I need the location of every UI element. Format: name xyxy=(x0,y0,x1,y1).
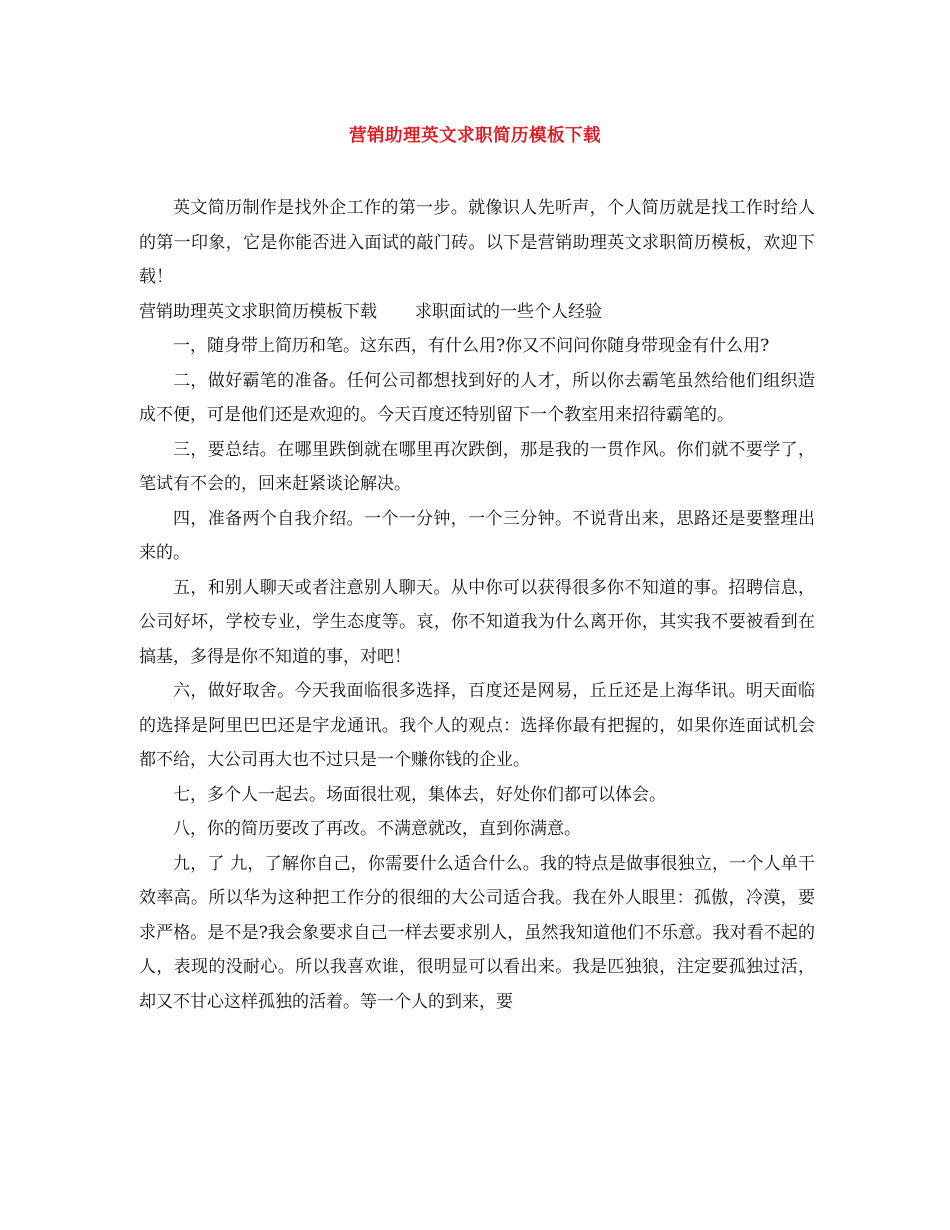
paragraph-8: 八，你的简历要改了再改。不满意就改，直到你满意。 xyxy=(173,819,581,839)
subheading-right: 求职面试的一些个人经验 xyxy=(415,301,602,322)
subheading-left: 营销助理英文求职简历模板下载 xyxy=(139,301,377,322)
intro-paragraph: 英文简历制作是找外企工作的第一步。就像识人先听声，个人简历就是找工作时给人的第一印象，它是你能否进入面试的敲门砖。以下是营销助理英文求职简历模板，欢迎下载！ xyxy=(139,198,815,287)
document-body xyxy=(139,191,815,1019)
document-title: 营销助理英文求职简历模板下载 xyxy=(349,126,601,146)
paragraph-7: 七，多个人一起去。场面很壮观，集体去，好处你们都可以体会。 xyxy=(173,784,666,805)
paragraph-4: 四，准备两个自我介绍。一个一分钟，一个三分钟。不说背出来，思路还是要整理出来的。 xyxy=(139,508,815,563)
paragraph-1: 一，随身带上简历和笔。这东西，有什么用?你又不问问你随身带现金有什么用? xyxy=(173,336,770,356)
paragraph-9: 九，了 九，了解你自己，你需要什么适合什么。我的特点是做事很独立，一个人单干效率高。所以华为这种把工作分的很细的大公司适合我。我在外人眼里：孤傲，冷漠，要求严格。是不是?我会象要求自己一样去要求别人，虽然我知道他们不乐意。我对看不起的人，表现的没耐心。所以我喜欢谁，很明显可以看出来。我是匹独狼，注定要孤独过活，却又不甘心这样孤独的活着。等一个人的到来，要 xyxy=(139,853,815,1012)
paragraph-2: 二，做好霸笔的准备。任何公司都想找到好的人才，所以你去霸笔虽然给他们组织造成不便，可是他们还是欢迎的。今天百度还特别留下一个教室用来招待霸笔的。 xyxy=(139,370,815,425)
paragraph-5: 五，和别人聊天或者注意别人聊天。从中你可以获得很多你不知道的事。招聘信息，公司好坏，学校专业，学生态度等。哀，你不知道我为什么离开你，其实我不要被看到在搞基，多得是你不知道的事，对吧！ xyxy=(139,577,815,667)
paragraph-6: 六，做好取舍。今天我面临很多选择，百度还是网易，丘丘还是上海华讯。明天面临的选择是阿里巴巴还是宇龙通讯。我个人的观点：选择你最有把握的，如果你连面试机会都不给，大公司再大也不过只是一个赚你钱的企业。 xyxy=(139,681,815,770)
subheading-line xyxy=(139,295,815,330)
paragraph-3: 三，要总结。在哪里跌倒就在哪里再次跌倒，那是我的一贯作风。你们就不要学了，笔试有不会的，回来赶紧谈论解决。 xyxy=(139,439,815,494)
